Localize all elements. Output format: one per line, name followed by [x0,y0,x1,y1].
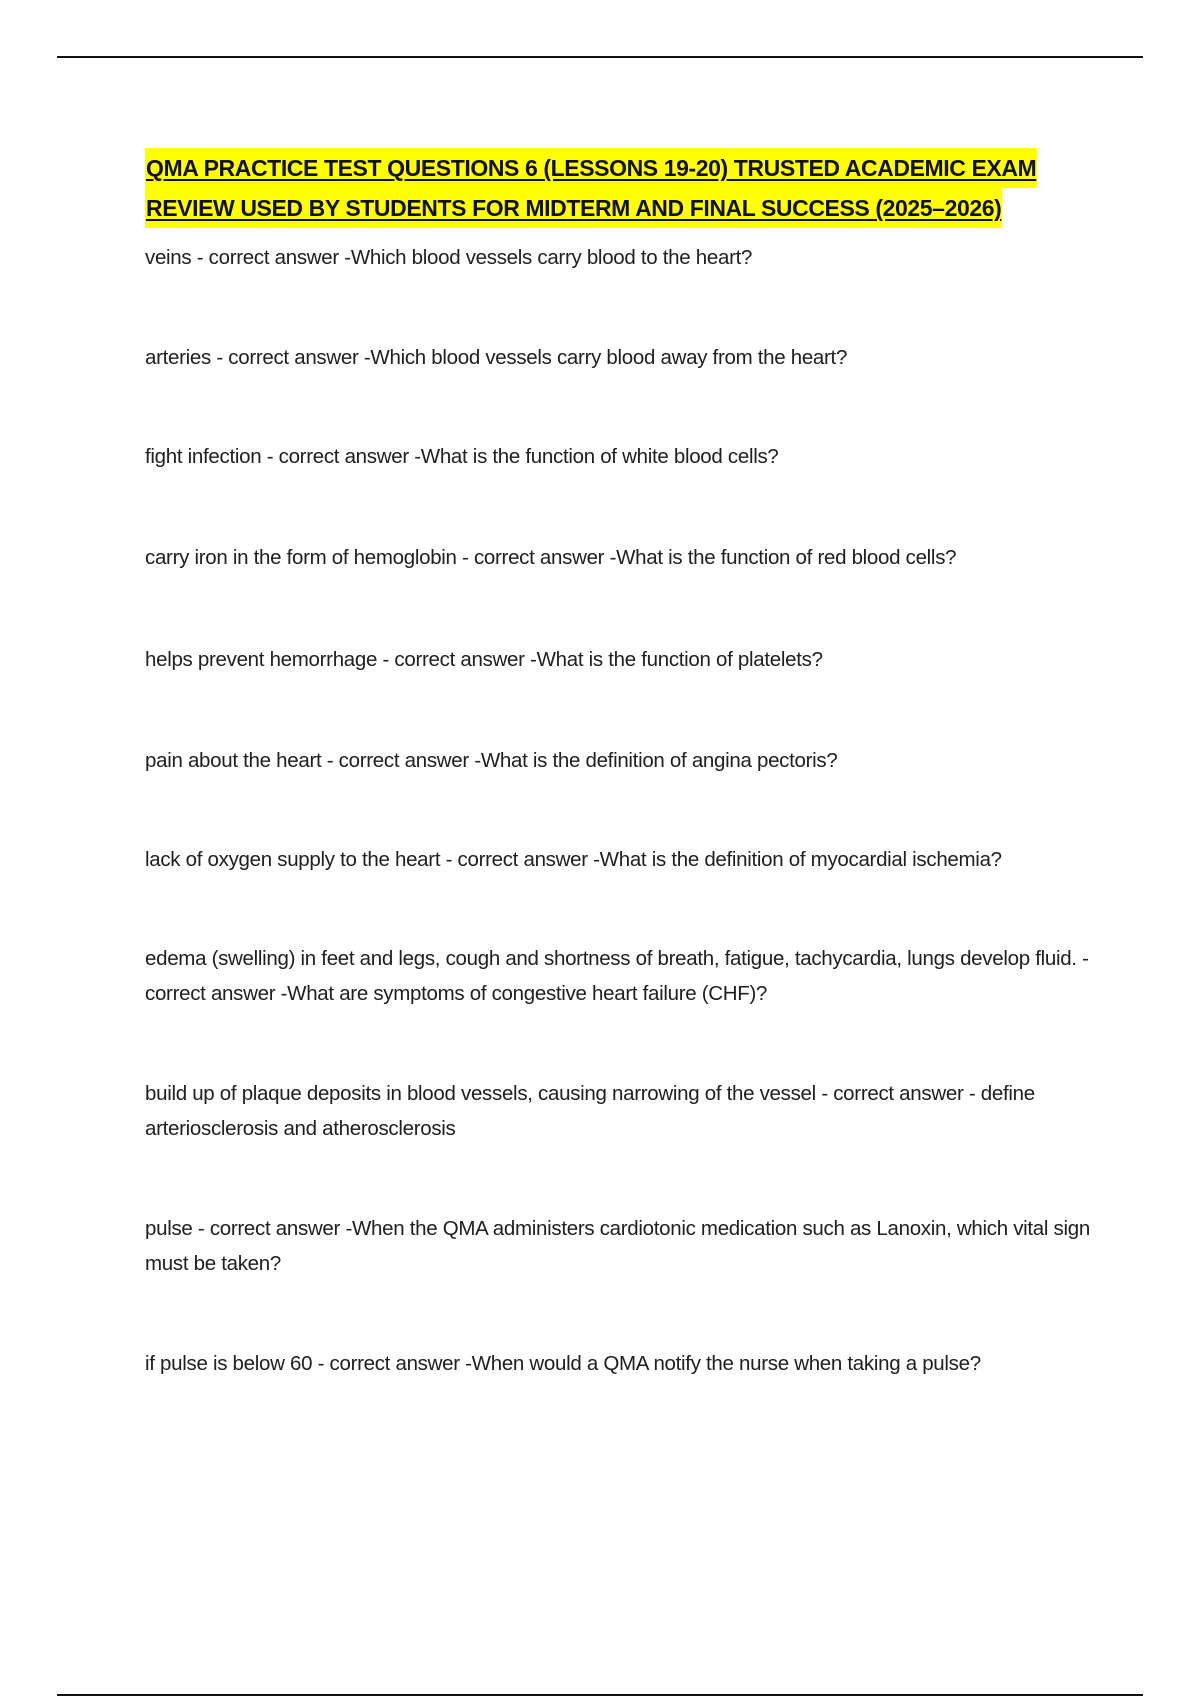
qa-item: fight infection - correct answer -What is the function of white blood cells? [145,445,779,468]
qa-item: arteries - correct answer -Which blood vessels carry blood away from the heart? [145,346,848,369]
qa-list [145,240,1090,1381]
qa-item: pulse - correct answer -When the QMA administers cardiotonic medication such as Lanoxin, which vital sign must be taken? [145,1217,1090,1275]
qa-item: carry iron in the form of hemoglobin - correct answer -What is the function of red blood cells? [145,546,957,569]
bottom-rule [57,1694,1143,1696]
top-rule [57,56,1143,58]
qa-item: helps prevent hemorrhage - correct answer -What is the function of platelets? [145,648,823,671]
title-line-1: QMA PRACTICE TEST QUESTIONS 6 (LESSONS 19-20) TRUSTED ACADEMIC EXAM [145,148,1037,188]
qa-item: build up of plaque deposits in blood vessels, causing narrowing of the vessel - correct answer - define arteriosclerosis and atherosclerosis [145,1082,1035,1140]
qa-item: lack of oxygen supply to the heart - correct answer -What is the definition of myocardial ischemia? [145,848,1002,871]
qa-item: pain about the heart - correct answer -What is the definition of angina pectoris? [145,749,838,772]
document-body [145,148,1090,1381]
qa-item: veins - correct answer -Which blood vessels carry blood to the heart? [145,246,753,269]
qa-item: edema (swelling) in feet and legs, cough and shortness of breath, fatigue, tachycardia, lungs develop fluid. - correct answer -What are symptoms of congestive heart failure (CHF)? [145,947,1089,1005]
title-line-2: REVIEW USED BY STUDENTS FOR MIDTERM AND FINAL SUCCESS (2025–2026) [145,188,1002,228]
document-title [145,148,1090,228]
qa-item: if pulse is below 60 - correct answer -When would a QMA notify the nurse when taking a pulse? [145,1352,981,1375]
